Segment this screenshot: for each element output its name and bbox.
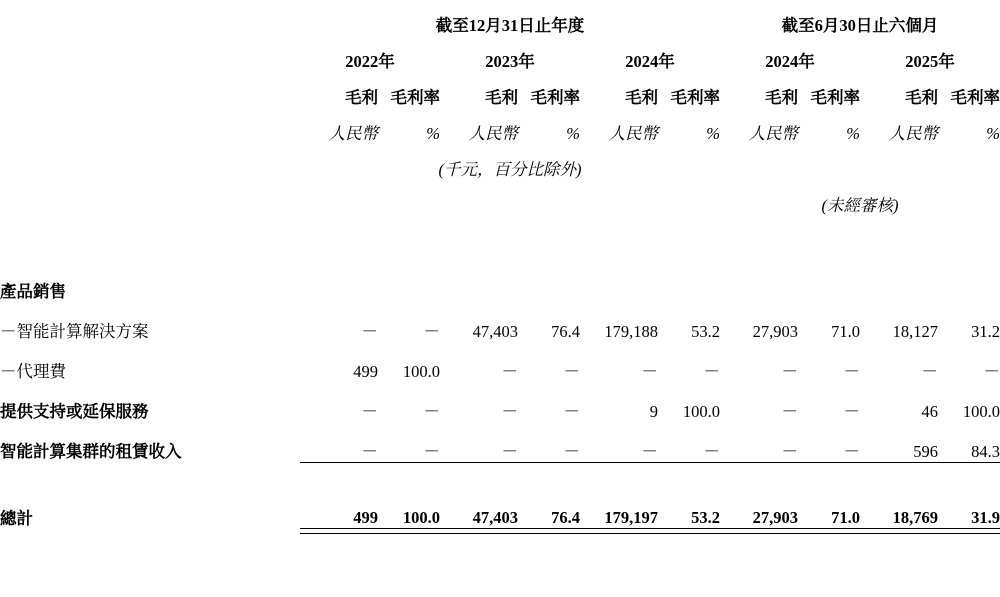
rule-segment (378, 529, 440, 534)
cell-value: － (563, 402, 580, 421)
cell-value: 71.0 (831, 322, 860, 341)
measure-gross-margin-2025h1: 毛利率 (950, 88, 1000, 107)
table-row (0, 422, 1000, 462)
unit-pct-2024h1: % (846, 124, 860, 143)
audit-note-row (0, 180, 1000, 216)
unit-pct-2022: % (426, 124, 440, 143)
cell-value: － (983, 362, 1000, 381)
total-value: 499 (353, 508, 378, 527)
cell-value: － (843, 441, 860, 461)
cell-value: － (921, 362, 938, 381)
cell-value: － (361, 322, 378, 341)
cell-value: 46 (921, 402, 938, 421)
cell-value: － (361, 441, 378, 461)
audit-note: (未經審核) (821, 196, 899, 215)
year-header-2024-interim: 2024年 (765, 52, 815, 71)
cell-value: － (781, 441, 798, 461)
cell-value: 100.0 (962, 402, 1000, 421)
unit-note: (千元，百分比除外) (438, 160, 582, 179)
period-group-annual: 截至12月31日止年度 (435, 16, 585, 35)
cell-value: － (501, 441, 518, 461)
empty-cell (300, 180, 720, 216)
total-value: 53.2 (691, 508, 720, 527)
total-value: 76.4 (551, 508, 580, 527)
table-row (0, 302, 1000, 342)
unit-pct-2024: % (706, 124, 720, 143)
unit-pct-2023: % (566, 124, 580, 143)
cell-value: 53.2 (691, 322, 720, 341)
measure-gross-profit-2025h1: 毛利 (905, 88, 938, 107)
year-header-row (0, 36, 1000, 72)
measure-gross-margin-2022: 毛利率 (390, 88, 440, 107)
cell-value: － (501, 362, 518, 381)
cell-value: 100.0 (682, 402, 720, 421)
total-value: 179,197 (604, 508, 658, 527)
cell-value: 100.0 (402, 362, 440, 381)
rule-segment (798, 529, 860, 534)
year-header-2023: 2023年 (485, 52, 535, 71)
unit-rmb-2022: 人民幣 (328, 124, 378, 143)
measure-gross-profit-2023: 毛利 (485, 88, 518, 107)
section-title-product-sales: 產品銷售 (0, 282, 66, 301)
unit-rmb-2024: 人民幣 (608, 124, 658, 143)
cell-value: － (563, 362, 580, 381)
total-value: 27,903 (752, 508, 798, 527)
rule-segment (580, 529, 658, 534)
cell-value: 9 (649, 402, 658, 421)
cell-value: － (781, 362, 798, 381)
measure-gross-profit-2024h1: 毛利 (765, 88, 798, 107)
year-header-2022: 2022年 (345, 52, 395, 71)
row-label-cluster-leasing-income: 智能計算集群的租賃收入 (0, 442, 182, 461)
year-header-2025-interim: 2025年 (905, 52, 955, 71)
measure-gross-margin-2024: 毛利率 (670, 88, 720, 107)
cell-value: 47,403 (472, 322, 518, 341)
total-double-rule-row (0, 529, 1000, 534)
empty-cell (0, 144, 300, 180)
cell-value: 31.2 (971, 322, 1000, 341)
rule-segment (658, 529, 720, 534)
total-row (0, 489, 1000, 529)
cell-value: － (641, 441, 658, 461)
empty-cell (0, 529, 300, 534)
rule-segment (938, 529, 1000, 534)
total-value: 18,769 (892, 508, 938, 527)
spacer-row (0, 216, 1000, 262)
cell-value: 499 (353, 362, 378, 381)
cell-value: 18,127 (892, 322, 938, 341)
cell-value: － (781, 402, 798, 421)
row-label-intelligent-computing-solutions: －智能計算解決方案 (0, 322, 149, 341)
spacer-cell (0, 463, 1000, 489)
empty-cell (0, 72, 300, 108)
cell-value: － (423, 441, 440, 461)
empty-cell (300, 262, 1000, 302)
rule-segment (860, 529, 938, 534)
empty-corner (0, 0, 300, 36)
spacer-cell (0, 216, 1000, 262)
cell-value: 84.3 (971, 441, 1000, 461)
total-value: 100.0 (402, 508, 440, 527)
cell-value: － (563, 441, 580, 461)
cell-value: － (703, 441, 720, 461)
cell-value: 179,188 (604, 322, 658, 341)
period-group-header-row (0, 0, 1000, 36)
rule-segment (720, 529, 798, 534)
cell-value: － (423, 402, 440, 421)
row-label-agency-fee: －代理費 (0, 362, 66, 381)
row-label-support-warranty-services: 提供支持或延保服務 (0, 402, 149, 421)
row-label-total: 總計 (0, 508, 33, 528)
unit-rmb-2024h1: 人民幣 (748, 124, 798, 143)
total-value: 47,403 (472, 508, 518, 527)
unit-rmb-2025h1: 人民幣 (888, 124, 938, 143)
section-title-row (0, 262, 1000, 302)
empty-cell (0, 108, 300, 144)
measure-gross-profit-2024: 毛利 (625, 88, 658, 107)
rule-segment (518, 529, 580, 534)
rule-segment (440, 529, 518, 534)
cell-value: － (843, 362, 860, 381)
cell-value: － (843, 402, 860, 421)
total-value: 31.9 (971, 508, 1000, 527)
cell-value: 27,903 (752, 322, 798, 341)
empty-cell (0, 180, 300, 216)
cell-value: － (501, 402, 518, 421)
spacer-row (0, 463, 1000, 489)
measure-gross-margin-2023: 毛利率 (530, 88, 580, 107)
total-value: 71.0 (831, 508, 860, 527)
cell-value: － (641, 362, 658, 381)
empty-cell (720, 144, 1000, 180)
measure-header-row (0, 72, 1000, 108)
table-row (0, 382, 1000, 422)
year-header-2024: 2024年 (625, 52, 675, 71)
cell-value: － (423, 322, 440, 341)
period-group-interim: 截至6月30日止六個月 (781, 16, 939, 35)
cell-value: 76.4 (551, 322, 580, 341)
unit-pct-2025h1: % (986, 124, 1000, 143)
table-row (0, 342, 1000, 382)
measure-gross-margin-2024h1: 毛利率 (810, 88, 860, 107)
rule-segment (300, 529, 378, 534)
unit-rmb-2023: 人民幣 (468, 124, 518, 143)
cell-value: 596 (913, 441, 938, 461)
unit-header-row (0, 108, 1000, 144)
unit-note-row (0, 144, 1000, 180)
cell-value: － (703, 362, 720, 381)
cell-value: － (361, 402, 378, 421)
empty-cell (0, 36, 300, 72)
measure-gross-profit-2022: 毛利 (345, 88, 378, 107)
